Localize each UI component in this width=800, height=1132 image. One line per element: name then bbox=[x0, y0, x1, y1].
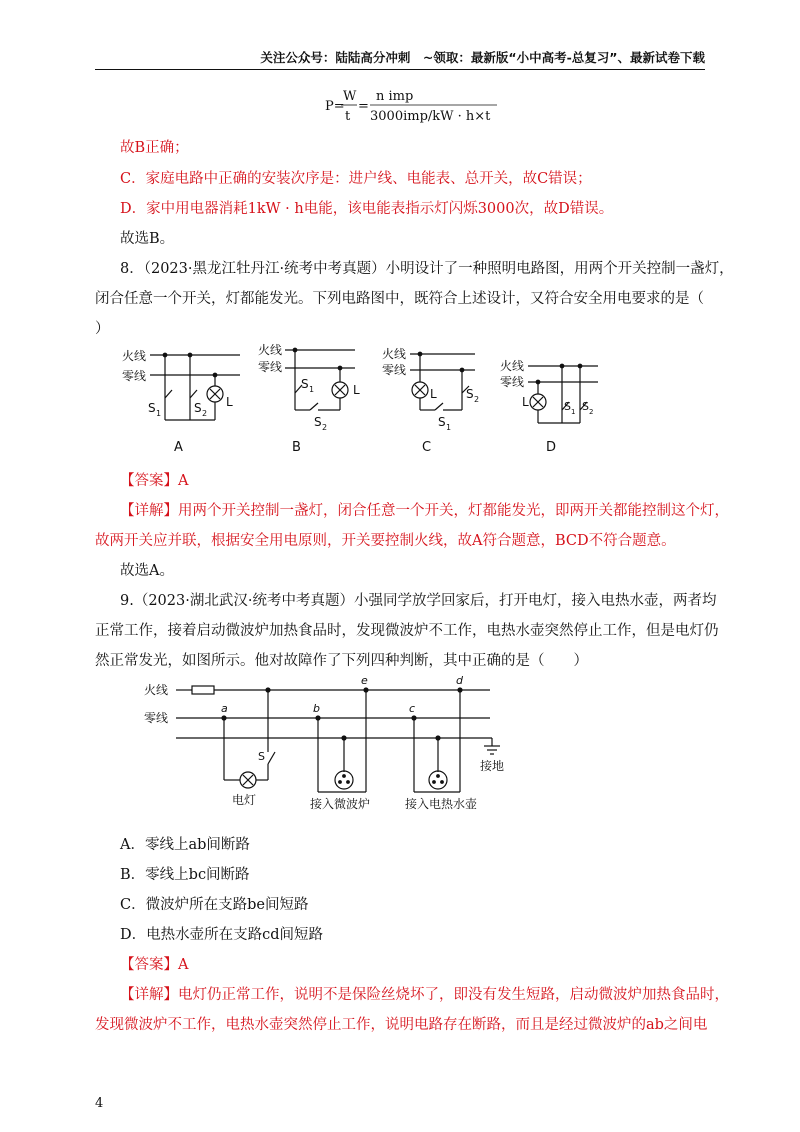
kettle-label: 接入电热水壶 bbox=[405, 797, 478, 811]
option-text: 零线上bc间断路 bbox=[145, 867, 250, 883]
neutral-label: 零线 bbox=[122, 369, 147, 383]
switch-s1-label: S bbox=[148, 401, 156, 415]
formula-frac2-den: 3000imp/kW · h×t bbox=[370, 109, 491, 124]
q8-detail-line2: 故两开关应并联，根据安全用电原则，开关要控制火线，故A符合题意，BCD不符合题意。 bbox=[95, 533, 676, 549]
neutral-label: 零线 bbox=[258, 360, 283, 374]
lamp-label: L bbox=[353, 383, 360, 397]
q9-circuit-diagram bbox=[140, 672, 520, 821]
switch-s2-label: S bbox=[194, 401, 202, 415]
lamp-label: L bbox=[226, 395, 233, 409]
formula-frac2-num: n imp bbox=[376, 89, 414, 104]
q7-option-d-analysis: D．家中用电器消耗1kW · h电能，该电能表指示灯闪烁3000次，故D错误。 bbox=[120, 201, 614, 217]
formula-eq: = bbox=[358, 99, 369, 114]
switch-s1-sub: 1 bbox=[156, 409, 162, 418]
page-header: 关注公众号：陆陆高分冲刺 ~领取：最新版“小中高考-总复习”、最新试卷下载 bbox=[260, 50, 705, 65]
live-label: 火线 bbox=[258, 343, 283, 357]
switch-s2-sub: 2 bbox=[589, 408, 594, 416]
switch-s2-sub: 2 bbox=[202, 409, 208, 418]
option-text: 电热水壶所在支路cd间短路 bbox=[146, 927, 324, 943]
q8-stem-line2: 闭合任意一个开关，灯都能发光。下列电路图中，既符合上述设计，又符合安全用电要求的是（ bbox=[95, 291, 704, 307]
switch-s2-sub: 2 bbox=[474, 395, 480, 404]
live-label: 火线 bbox=[122, 349, 147, 363]
live-wire-label: 火线 bbox=[144, 683, 169, 697]
option-letter: D． bbox=[120, 927, 147, 943]
point-c-label: c bbox=[409, 702, 416, 715]
switch-s2-sub: 2 bbox=[322, 423, 328, 432]
formula-lhs: P= bbox=[325, 99, 345, 114]
switch-s1-label: S bbox=[564, 400, 571, 413]
q9-option-a bbox=[120, 833, 250, 854]
switch-s2-label: S bbox=[314, 415, 322, 429]
lamp-label: L bbox=[430, 387, 437, 401]
q7-option-c-analysis: C．家庭电路中正确的安装次序是：进户线、电能表、总开关，故C错误； bbox=[120, 171, 592, 187]
kettle-socket-icon bbox=[429, 771, 447, 789]
q8-stem-line1: 8．（2023·黑龙江牡丹江·统考中考真题）小明设计了一种照明电路图，用两个开关控制一盏灯， bbox=[120, 261, 734, 277]
option-letter: C． bbox=[120, 897, 146, 913]
q8-choice: 故选A。 bbox=[120, 563, 174, 579]
ground-label: 接地 bbox=[480, 759, 505, 773]
neutral-label: 零线 bbox=[382, 363, 407, 377]
switch-s1-sub: 1 bbox=[309, 385, 315, 394]
lamp-label: 电灯 bbox=[232, 793, 257, 807]
option-text: 微波炉所在支路be间短路 bbox=[145, 897, 309, 913]
point-d-label: d bbox=[456, 674, 463, 687]
formula-svg bbox=[0, 88, 800, 128]
switch-s1-sub: 1 bbox=[571, 408, 576, 416]
header-rule bbox=[95, 69, 705, 70]
point-b-label: b bbox=[313, 702, 320, 715]
option-text: 零线上ab间断路 bbox=[144, 837, 250, 853]
option-letter: B． bbox=[120, 867, 146, 883]
point-a-label: a bbox=[221, 702, 228, 715]
switch-s2-label: S bbox=[582, 400, 589, 413]
switch-s1-sub: 1 bbox=[446, 423, 452, 432]
point-e-label: e bbox=[361, 674, 368, 687]
formula-frac1-den: t bbox=[345, 109, 351, 124]
live-label: 火线 bbox=[382, 347, 407, 361]
option-letter: A． bbox=[120, 837, 145, 853]
q7-b-correct: 故B正确； bbox=[120, 140, 189, 156]
switch-s1-label: S bbox=[301, 377, 309, 391]
microwave-label: 接入微波炉 bbox=[310, 797, 371, 811]
q8-detail-line1: 【详解】用两个开关控制一盏灯，闭合任意一个开关，灯都能发光，即两开关都能控制这个灯， bbox=[120, 503, 729, 519]
q9-detail-line1: 【详解】电灯仍正常工作，说明不是保险丝烧坏了，即没有发生短路，启动微波炉加热食品时， bbox=[120, 987, 729, 1003]
q9-option-b bbox=[120, 863, 250, 884]
q7-choice: 故选B。 bbox=[120, 231, 175, 247]
option-b-label: B bbox=[292, 440, 301, 455]
neutral-label: 零线 bbox=[500, 375, 525, 389]
switch-s-label: S bbox=[258, 750, 265, 763]
switch-s2-label: S bbox=[466, 387, 474, 401]
circuit-c bbox=[382, 346, 479, 432]
lamp-label: L bbox=[522, 395, 529, 409]
q8-stem-line3: ） bbox=[95, 321, 110, 337]
live-label: 火线 bbox=[500, 359, 525, 373]
q8-circuit-diagrams bbox=[110, 338, 630, 467]
option-a-label: A bbox=[174, 440, 183, 455]
microwave-socket-icon bbox=[335, 771, 353, 789]
q9-stem-line1: 9.（2023·湖北武汉·统考中考真题）小强同学放学回家后，打开电灯，接入电热水壶，两者均 bbox=[120, 593, 717, 609]
q9-detail-line2: 发现微波炉不工作，电热水壶突然停止工作，说明电路存在断路，而且是经过微波炉的ab之间电 bbox=[95, 1017, 708, 1033]
switch-s1-label: S bbox=[438, 415, 446, 429]
formula-frac1-num: W bbox=[343, 89, 357, 104]
option-d-label: D bbox=[546, 440, 557, 455]
fuse bbox=[192, 686, 214, 694]
q9-answer: 【答案】A bbox=[120, 957, 189, 973]
q8-answer: 【答案】A bbox=[120, 473, 189, 489]
power-formula bbox=[0, 88, 800, 132]
neutral-wire-label: 零线 bbox=[144, 711, 169, 725]
option-c-label: C bbox=[422, 440, 432, 455]
page-number: 4 bbox=[95, 1096, 104, 1111]
circuit-a bbox=[122, 348, 240, 420]
q9-option-c bbox=[120, 893, 308, 914]
circuit-b bbox=[258, 342, 360, 432]
circuit-d bbox=[500, 358, 598, 423]
q9-stem-line3: 然正常发光，如图所示。他对故障作了下列四种判断，其中正确的是（ ） bbox=[95, 653, 588, 669]
q9-stem-line2: 正常工作，接着启动微波炉加热食品时，发现微波炉不工作，电热水壶突然停止工作，但是电灯仍 bbox=[95, 623, 719, 639]
q9-option-d bbox=[120, 923, 323, 944]
